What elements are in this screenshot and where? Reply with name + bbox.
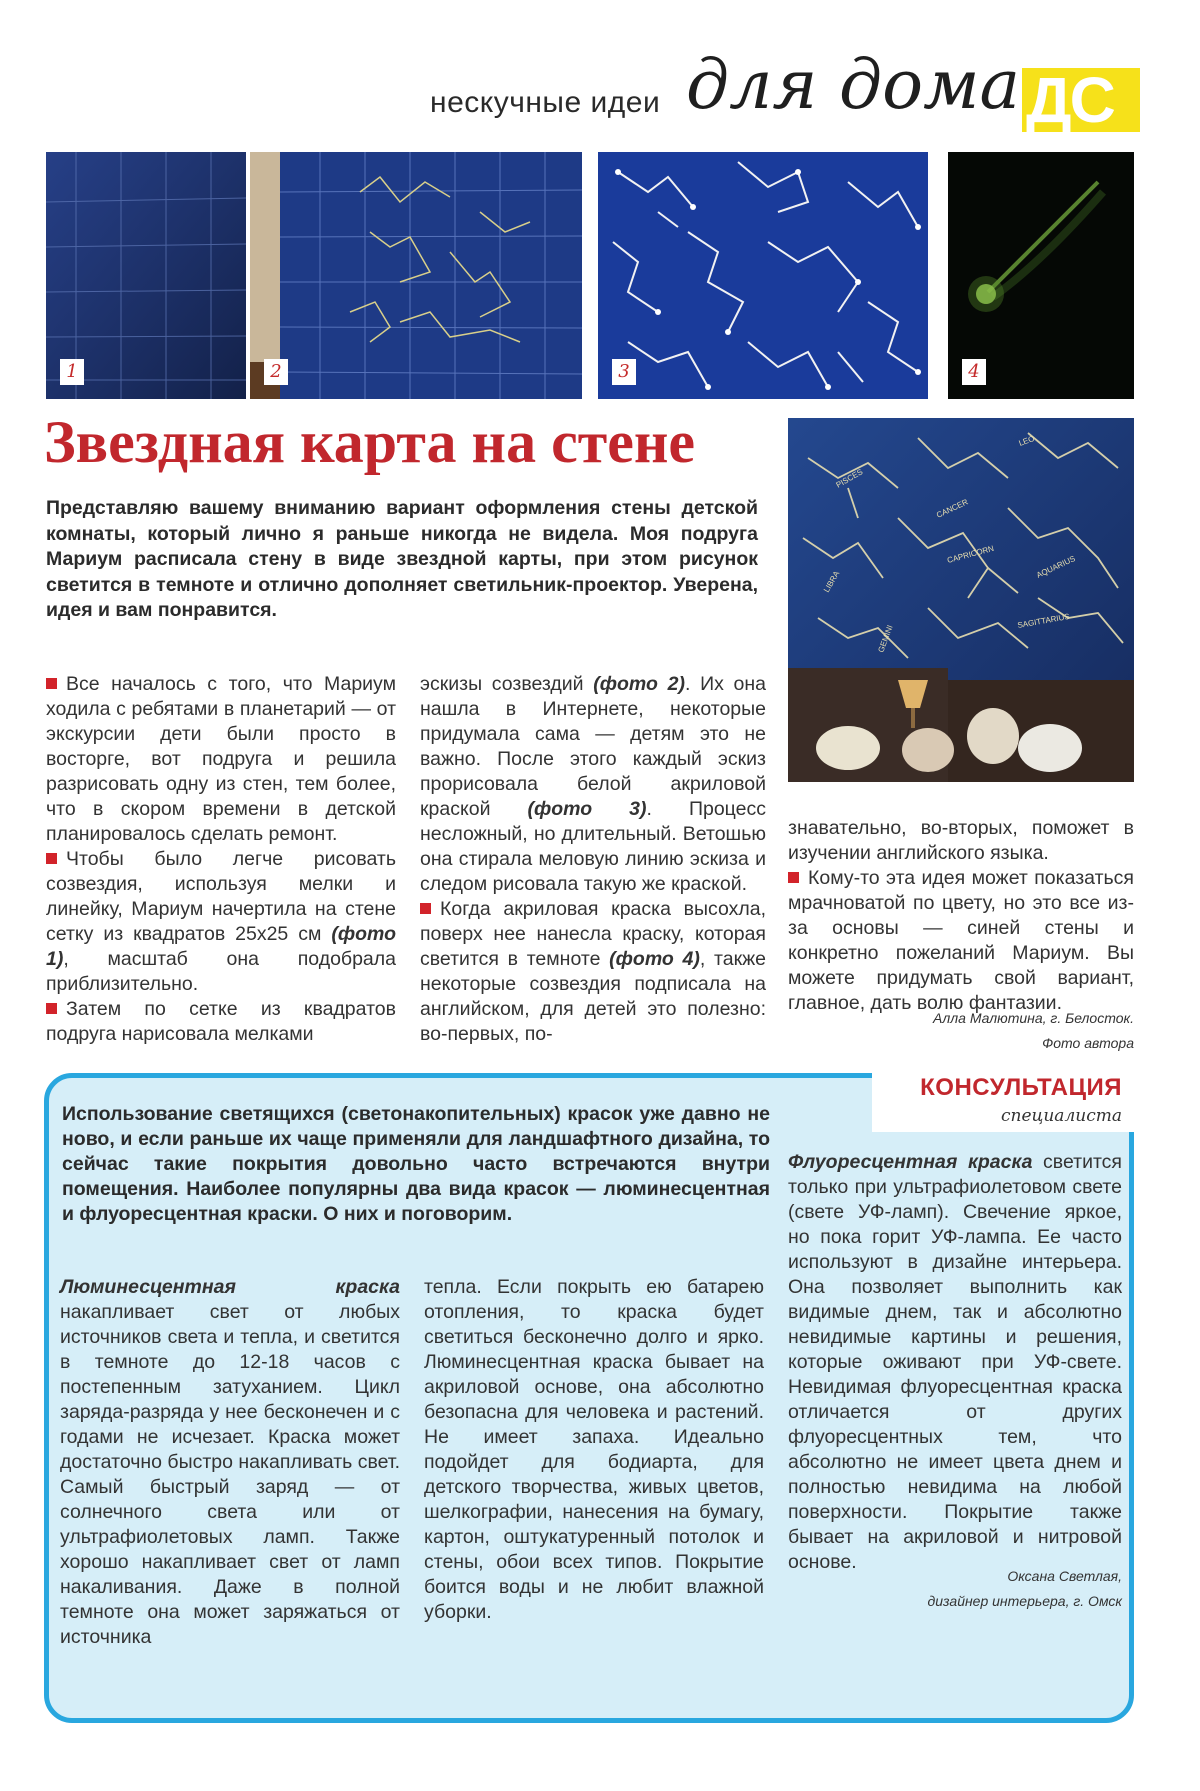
bullet-square: [46, 1003, 57, 1014]
article-title: Звездная карта на стене: [44, 409, 696, 475]
label-aquarius: AQUARIUS: [1035, 553, 1077, 580]
luminescent-text-cont: тепла. Если покрыть ею батарею отопления, то краска будет светиться бесконечно долго и ярко. Люминесцентная краска бывает на акриловой основе, она абсолютно безопасна для человека и растений. Не имеет запаха. Идеально подойдет для бодиарта, для детского творчества, живых цветов, шелкографии, нанесения на бумагу, картон, оштукатуренный потолок и стены, обои всех типов. Покрытие боится воды и не любит влажной уборки.: [424, 1276, 764, 1623]
article-column-3: [788, 816, 1134, 1016]
article-column-1: [46, 672, 396, 1047]
photo-4: [948, 152, 1134, 399]
article-author: Алла Малютина, г. Белосток.: [933, 1010, 1134, 1026]
consultation-column-3: [788, 1150, 1122, 1575]
photo-ref-4: (фото 4): [609, 948, 700, 970]
label-leo: LEO: [1017, 433, 1036, 448]
paragraph-4: [420, 672, 766, 897]
photo-4-number: 4: [962, 359, 986, 385]
rubric-big: для дома: [686, 46, 1020, 125]
label-capricorn: CAPRICORN: [946, 543, 995, 565]
bullet-square: [46, 853, 57, 864]
photo-1-number: 1: [60, 359, 84, 385]
photo-2: [250, 152, 582, 399]
label-gemini: GEMINI: [876, 623, 895, 654]
paragraph-5: [420, 897, 766, 1047]
consultation-column-2: [424, 1275, 764, 1625]
bullet-square: [420, 903, 431, 914]
label-sagittarius: SAGITTARIUS: [1016, 611, 1071, 630]
magazine-badge: ДС: [1022, 68, 1140, 132]
luminescent-text: накапливает свет от любых источников света и тепла, и светится в темноте до 12-18 часов с постепенным затуханием. Цикл заряда-разряда у нее бесконечен и с годами не исчезает. Краска может достаточно быстро накапливать свет. Самый быстрый заряд — от солнечного света или от ультрафиолетовых ламп. Также хорошо накапливает свет от ламп накаливания. Даже в полной темноте она может заряжаться от источника: [60, 1301, 400, 1648]
page-header: [0, 0, 1200, 150]
paragraph-1-text: Все началось с того, что Мариум ходила с ребятами в планетарий — от экскурсии дети были просто в восторге, вот подруга и решила разрисовать одну из стен, тем более, что в скором времени в детской планировалось сделать ремонт.: [46, 673, 396, 845]
label-libra: LIBRA: [821, 569, 842, 594]
paragraph-4-text-mid: . Их она нашла в Интернете, некоторые придумала сама — детям это не важно. После этого каждый эскиз прорисовала белой акриловой краской: [420, 673, 766, 820]
article-column-2: [420, 672, 766, 1047]
paragraph-2-text-end: , масштаб она подобрала приблизительно.: [46, 948, 396, 995]
photo-3-image: [598, 152, 928, 399]
photo-3-number: 3: [612, 359, 636, 385]
photo-2-number: 2: [264, 359, 288, 385]
photo-ref-1: (фото 1): [46, 923, 396, 970]
paragraph-3: [46, 997, 396, 1047]
consultation-tag-subtitle: специалиста: [1000, 1106, 1122, 1126]
photo-ref-2: (фото 2): [593, 673, 685, 695]
paragraph-2: [46, 847, 396, 997]
consultation-author: Оксана Светлая,: [1007, 1568, 1122, 1584]
paragraph-3-text: Затем по сетке из квадратов подруга нарисовала мелками: [46, 998, 396, 1045]
paragraph-6: [788, 816, 1134, 866]
photo-ref-3: (фото 3): [527, 798, 647, 820]
paragraph-4-text: эскизы созвездий: [420, 673, 594, 695]
consultation-tag-title: КОНСУЛЬТАЦИЯ: [920, 1074, 1122, 1101]
bullet-square: [46, 678, 57, 689]
term-fluorescent: Флуоресцентная краска: [788, 1151, 1033, 1173]
paragraph-7-text: Кому-то эта идея может показаться мрачноватой по цвету, но это все из-за основы — синей стены и конкретно пожеланий Мариум. Вы можете придумать свой вариант, главное, дать волю фантазии.: [788, 867, 1134, 1014]
fluorescent-text: светится только при ультрафиолетовом свете (свете УФ-ламп). Свечение яркое, но пока горит УФ-лампа. Ее часто используют в дизайне интерьера. Она позволяет выполнить как видимые днем, так и абсолютно невидимые картины и решения, которые оживают при УФ-свете. Невидимая флуоресцентная краска отличается от других флуоресцентных тем, что абсолютно не имеет цвета днем и полностью невидима на любой поверхности. Покрытие также бывает на акриловой и нитровой основе.: [788, 1151, 1122, 1573]
photo-room-image: [788, 418, 1134, 782]
paragraph-5-text-end: , также некоторые созвездия подписала на английском, для детей это полезно: во-первых, по-: [420, 948, 766, 1045]
paragraph-6-text: знавательно, во-вторых, поможет в изучении английского языка.: [788, 817, 1134, 864]
bullet-square: [788, 872, 799, 883]
paragraph-1: [46, 672, 396, 847]
paragraph-7: [788, 866, 1134, 1016]
photo-credit: Фото автора: [1042, 1035, 1134, 1051]
paragraph-5-text: Когда акриловая краска высохла, поверх нее нанесла краску, которая светится в темноте: [420, 898, 766, 970]
consultation-column-1: [60, 1275, 400, 1650]
consultation-lead: Использование светящихся (светонакопительных) красок уже давно не ново, и если раньше их чаще применяли для ландшафтного дизайна, то сейчас такие покрытия довольно часто встречаются внутри помещения. Наиболее популярны два вида красок — люминесцентная и флуоресцентная краски. О них и поговорим.: [62, 1103, 770, 1225]
label-pisces: PISCES: [834, 467, 865, 490]
rubric-small: нескучные идеи: [430, 86, 661, 119]
paragraph-4-text-end: . Процесс несложный, но длительный. Ветошью она стирала меловую линию эскиза и следом рисовала такую же краской.: [420, 798, 766, 895]
article-lead: Представляю вашему вниманию вариант оформления стены детской комнаты, который лично я раньше никогда не видела. Моя подруга Мариум расписала стену в виде звездной карты, при этом рисунок светится в темноте и отлично дополняет светильник-проектор. Уверена, идея и вам понравится.: [46, 497, 758, 621]
term-luminescent: Люминесцентная краска: [60, 1276, 400, 1298]
photo-3: [598, 152, 928, 399]
consultation-author-role: дизайнер интерьера, г. Омск: [927, 1593, 1122, 1609]
consultation-tag: [872, 1062, 1140, 1132]
paragraph-2-text: Чтобы было легче рисовать созвездия, используя мелки и линейку, Мариум начертила на стене сетку из квадратов 25х25 см: [46, 848, 396, 945]
photo-2-image: [250, 152, 582, 399]
photo-room: [788, 418, 1134, 782]
photo-1: [46, 152, 246, 399]
label-cancer: CANCER: [935, 497, 970, 520]
